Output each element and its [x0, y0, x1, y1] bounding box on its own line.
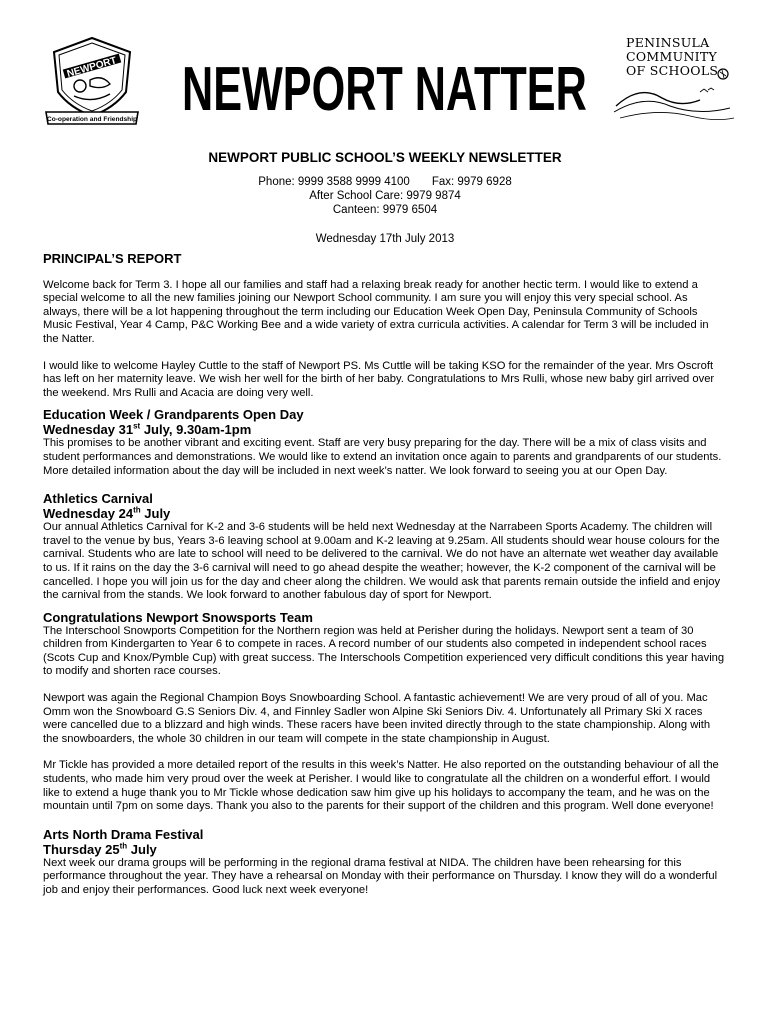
- after-school-care: After School Care: 9979 9874: [309, 190, 461, 202]
- athletics-date: [43, 506, 727, 521]
- canteen-number: Canteen: 9979 6504: [332, 204, 438, 216]
- date-text: Wednesday 24: [43, 506, 134, 522]
- masthead-title-text: NEWPORT NATTER: [182, 53, 587, 120]
- pcs-line-1: PENINSULA: [626, 35, 710, 50]
- snowsports-heading: Congratulations Newport Snowsports Team: [43, 609, 313, 625]
- date-suffix: st: [133, 422, 141, 432]
- masthead-title: [182, 40, 602, 120]
- date-text: July: [140, 506, 171, 522]
- date-suffix: th: [119, 841, 128, 851]
- principal-paragraph: Welcome back for Term 3. I hope all our families and staff had a relaxing break ready for another hectic term. I would like to extend a special welcome to all the new families joining our Newport School community. I am sure you will enjoy this very special school. As always, there will be a lot happening throughout the term including our Education Week Open Day, Peninsula Community of Schools Music Festival, Year 4 Camp, P&C Working Bee and a wide variety of extra curricula activities. A calendar for Term 3 will be included in the Natter.: [43, 278, 709, 345]
- snowsports-paragraph: Newport was again the Regional Champion Boys Snowboarding School. A fantastic achievement! We are very proud of all of you. Mac Omm won the Snowboard G.S Seniors Div. 4, and Finnley Sadler won Alpine Ski Seniors Div. 4. Unfortunately all Primary Ski X races were cancelled due to a blizzard and high winds. These racers have been invited directly through to the state championship. Along with the snowboarders, the whole 30 children in our team will compete in the state championship in August.: [43, 692, 711, 745]
- athletics-paragraph: Our annual Athletics Carnival for K-2 and 3-6 students will be held next Wednesday at the Narrabeen Sports Academy. The children will travel to the venue by bus, Years 3-6 leaving school at 9.00am and K-2 leaving at 9.25am. All students should wear house colours for the carnival. Students who are late to school will need to be delivered to the carnival. We do not have an alternate wet weather day available to us. If it rains on the day the 3-6 carnival will need to go ahead despite the weather; however, the K-2 component of the carnival will be cancelled. I hope you will join us for the day and cheer along the children. We would ask that parents remain outside the infield and enjoy the carnival from the stands. We look forward to another fabulous day of sport for Newport.: [43, 521, 721, 602]
- snowsports-paragraph: Mr Tickle has provided a more detailed report of the results in this week’s Natter. He also reported on the outstanding behaviour of all the students, who made him very proud over the week at Perisher. I would like to congratulate all the children on a wonderful effort. I would like to extend a huge thank you to Mr Tickle whose dedication saw him give up his holidays to accompany the team, and he was on the mountain until 7pm on some days. Thank you also to the parents for their support of the children and this program. Well done everyone!: [43, 759, 719, 813]
- athletics-section: [43, 491, 727, 603]
- date-text: July, 9.30am-1pm: [140, 422, 252, 438]
- crest-motto: Co-operation and Friendship: [46, 116, 138, 123]
- date-text: Wednesday 31: [43, 422, 134, 438]
- drama-section: [43, 827, 727, 898]
- newsletter-title: NEWPORT PUBLIC SCHOOL’S WEEKLY NEWSLETTER: [208, 150, 562, 165]
- snowsports-section: [43, 610, 727, 814]
- drama-paragraph: Next week our drama groups will be performing in the regional drama festival at NIDA. The children have been rehearsing for this performance throughout the year. They have a rehearsal on Monday with their performance on Thursday. I know they will do a wonderful job and enjoy their performances. Good luck next week everyone!: [43, 856, 718, 896]
- education-week-heading: Education Week / Grandparents Open Day: [43, 407, 304, 423]
- issue-date: Wednesday 17th July 2013: [315, 233, 455, 245]
- school-crest-logo: [44, 34, 140, 126]
- principal-report-heading: PRINCIPAL’S REPORT: [43, 251, 182, 266]
- newsletter-body: [43, 252, 727, 911]
- fax-number: Fax: 9979 6928: [431, 176, 512, 188]
- athletics-heading: Athletics Carnival: [43, 491, 153, 507]
- principal-paragraph: I would like to welcome Hayley Cuttle to the staff of Newport PS. Ms Cuttle will be taking KSO for the remainder of the year. Mrs Oscroft has left on her maternity leave. We wish her well for the birth of her baby. Congratulations to Mrs Rulli, whose new baby girl arrived over the weekend. Mrs Rulli and Acacia are doing very well.: [43, 359, 715, 399]
- pcs-wave-graphic: [610, 34, 740, 128]
- snowsports-paragraph: The Interschool Snowports Competition for the Northern region was held at Perisher during the holidays. Newport sent a team of 30 children from Kindergarten to Year 6 to compete in races. A record number of our students also competed in independent school races (Scots Cup and Knox/Pymble Cup) with great success. The Interschools Competition experienced very difficult conditions this year having to modify and shorten race courses.: [43, 624, 725, 678]
- education-week-section: [43, 407, 727, 478]
- pcs-line-3: OF SCHOOLS: [626, 63, 719, 78]
- pcs-logo: [610, 34, 740, 128]
- contact-block: [0, 175, 770, 217]
- pcs-line-2: COMMUNITY: [626, 49, 718, 64]
- phone-number: Phone: 9999 3588 9999 4100: [258, 176, 410, 188]
- crest-word: NEWPORT: [65, 55, 118, 80]
- drama-date: [43, 842, 727, 857]
- date-text: July: [127, 841, 157, 857]
- education-week-paragraph: This promises to be another vibrant and exciting event. Staff are very busy preparing for the day. There will be a mix of class visits and student performances and demonstrations. We would like to extend an invitation once again to parents and grandparents of our students. More detailed information about the day will be included in next week’s natter. We look forward to seeing you at our Open Day.: [43, 437, 722, 477]
- date-suffix: th: [133, 505, 141, 515]
- drama-heading: Arts North Drama Festival: [43, 826, 204, 842]
- date-text: Thursday 25: [43, 841, 120, 857]
- education-week-date: [43, 422, 727, 437]
